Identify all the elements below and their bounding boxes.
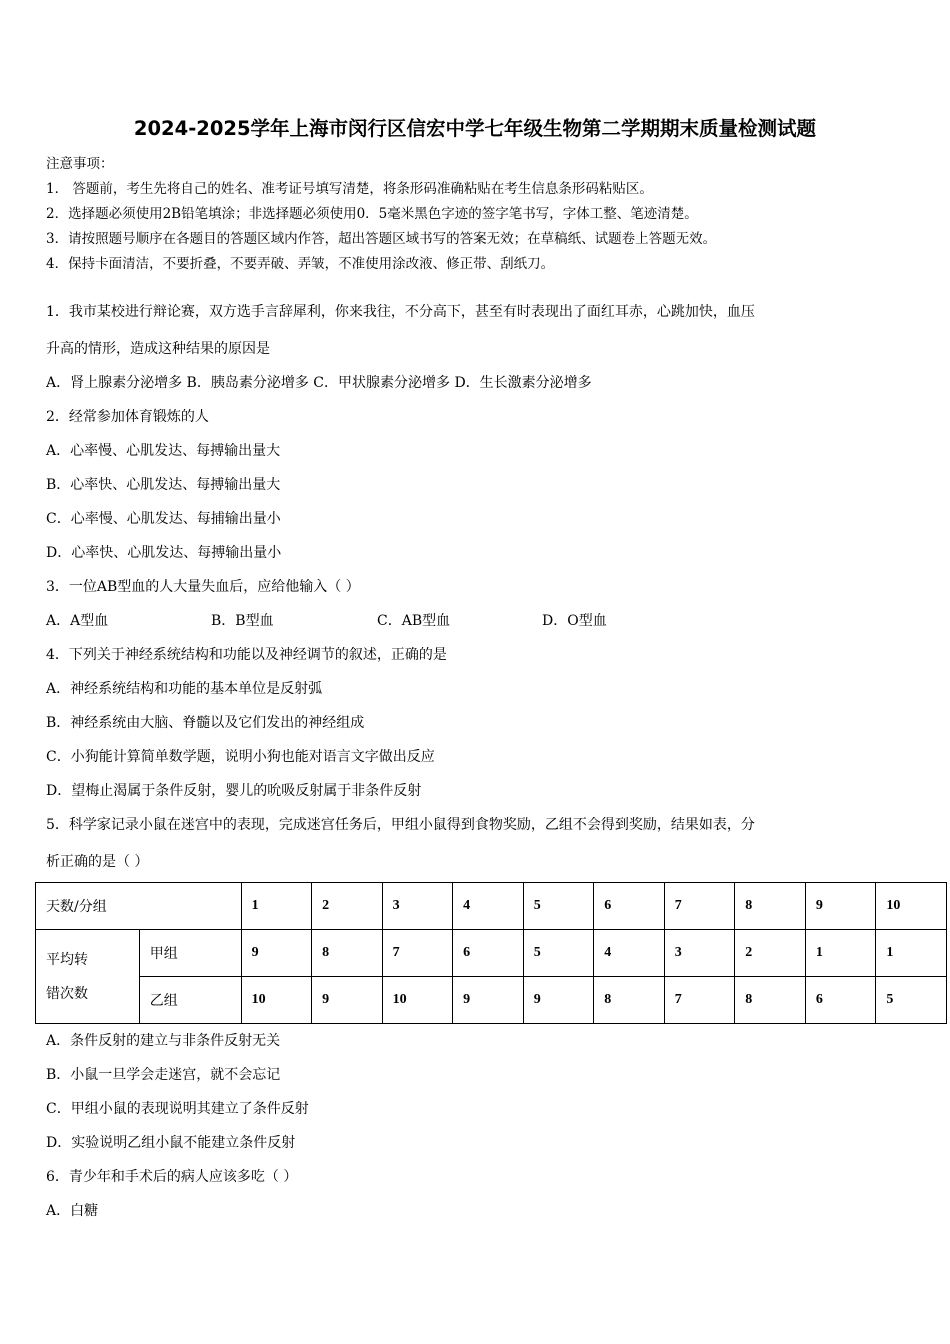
table-day-cell: 3 — [382, 883, 453, 930]
question-4-option-b: B．神经系统由大脑、脊髓以及它们发出的神经组成 — [46, 715, 365, 731]
table-cell: 8 — [735, 977, 806, 1024]
question-1-options: A．肾上腺素分泌增多 B．胰岛素分泌增多 C．甲状腺素分泌增多 D．生长激素分泌增多 — [46, 375, 592, 391]
table-cell: 2 — [735, 930, 806, 977]
table-cell: 5 — [876, 977, 947, 1024]
table-cell: 9 — [312, 977, 383, 1024]
table-group-label-line: 错次数 — [46, 985, 88, 1002]
table-cell: 6 — [805, 977, 876, 1024]
question-5-option-c: C．甲组小鼠的表现说明其建立了条件反射 — [46, 1101, 309, 1117]
table-row-name: 乙组 — [139, 977, 241, 1024]
table-day-cell: 4 — [453, 883, 524, 930]
table-row-name: 甲组 — [139, 930, 241, 977]
table-cell: 10 — [241, 977, 312, 1024]
table-header-label: 天数/分组 — [36, 883, 242, 930]
table-cell: 8 — [594, 977, 665, 1024]
table-cell: 9 — [453, 977, 524, 1024]
question-3-option-b: B．B型血 — [211, 613, 274, 629]
table-cell: 9 — [241, 930, 312, 977]
question-5-option-a: A．条件反射的建立与非条件反射无关 — [46, 1033, 281, 1049]
table-day-cell: 7 — [664, 883, 735, 930]
question-5-stem-cont: 析正确的是（ ） — [46, 854, 149, 870]
question-2-option-a: A．心率慢、心肌发达、每搏输出量大 — [46, 443, 281, 459]
table-day-cell: 9 — [805, 883, 876, 930]
exam-title: 2024-2025学年上海市闵行区信宏中学七年级生物第二学期期末质量检测试题 — [133, 117, 817, 140]
question-3-option-a: A．A型血 — [46, 613, 109, 629]
question-5-stem: 5．科学家记录小鼠在迷宫中的表现，完成迷宫任务后，甲组小鼠得到食物奖励，乙组不会得到奖励，结果如表，分 — [46, 817, 755, 833]
table-cell: 1 — [805, 930, 876, 977]
question-6-option-a: A．白糖 — [46, 1203, 99, 1219]
table-day-cell: 6 — [594, 883, 665, 930]
table-cell: 8 — [312, 930, 383, 977]
notice-heading: 注意事项： — [46, 156, 114, 172]
question-1-stem: 1．我市某校进行辩论赛，双方选手言辞犀利，你来我往，不分高下，甚至有时表现出了面红耳赤，心跳加快，血压 — [46, 304, 755, 320]
question-2-stem: 2．经常参加体育锻炼的人 — [46, 409, 209, 425]
question-4-option-d: D．望梅止渴属于条件反射，婴儿的吮吸反射属于非条件反射 — [46, 783, 422, 799]
notice-item: 3．请按照题号顺序在各题目的答题区域内作答，超出答题区域书写的答案无效；在草稿纸、试题卷上答题无效。 — [46, 231, 717, 247]
maze-results-table — [35, 882, 947, 1024]
table-cell: 10 — [382, 977, 453, 1024]
question-5-option-b: B．小鼠一旦学会走迷宫，就不会忘记 — [46, 1067, 281, 1083]
question-3-option-d: D．O型血 — [542, 613, 607, 629]
question-4-option-a: A．神经系统结构和功能的基本单位是反射弧 — [46, 681, 323, 697]
question-6-stem: 6．青少年和手术后的病人应该多吃（ ） — [46, 1169, 298, 1185]
table-cell: 7 — [382, 930, 453, 977]
table-cell: 9 — [523, 977, 594, 1024]
question-3-options — [0, 610, 950, 630]
table-group-label-line: 平均转 — [46, 951, 88, 968]
table-group-label — [36, 930, 140, 1024]
question-5-option-d: D．实验说明乙组小鼠不能建立条件反射 — [46, 1135, 296, 1151]
question-2-option-c: C．心率慢、心肌发达、每捕输出量小 — [46, 511, 281, 527]
notice-item: 4．保持卡面清洁，不要折叠，不要弄破、弄皱，不准使用涂改液、修正带、刮纸刀。 — [46, 256, 555, 272]
table-cell: 4 — [594, 930, 665, 977]
table-cell: 5 — [523, 930, 594, 977]
question-4-option-c: C．小狗能计算简单数学题，说明小狗也能对语言文字做出反应 — [46, 749, 435, 765]
question-3-stem: 3．一位AB型血的人大量失血后，应给他输入（ ） — [46, 579, 360, 595]
question-2-option-b: B．心率快、心肌发达、每搏输出量大 — [46, 477, 281, 493]
table-day-cell: 2 — [312, 883, 383, 930]
table-cell: 3 — [664, 930, 735, 977]
table-cell: 7 — [664, 977, 735, 1024]
question-2-option-d: D．心率快、心肌发达、每搏输出量小 — [46, 545, 282, 561]
question-3-option-c: C．AB型血 — [377, 613, 451, 629]
table-header-row — [36, 883, 947, 930]
question-4-stem: 4．下列关于神经系统结构和功能以及神经调节的叙述，正确的是 — [46, 647, 447, 663]
table-day-cell: 1 — [241, 883, 312, 930]
table-day-cell: 5 — [523, 883, 594, 930]
table-cell: 6 — [453, 930, 524, 977]
notice-item: 1． 答题前，考生先将自己的姓名、准考证号填写清楚，将条形码准确粘贴在考生信息条形码粘贴区。 — [46, 181, 653, 197]
question-1-stem-cont: 升高的情形，造成这种结果的原因是 — [46, 341, 270, 357]
notice-item: 2．选择题必须使用2B铅笔填涂；非选择题必须使用0．5毫米黑色字迹的签字笔书写，字体工整、笔迹清楚。 — [46, 206, 698, 222]
table-row — [36, 930, 947, 977]
table-cell: 1 — [876, 930, 947, 977]
table-day-cell: 8 — [735, 883, 806, 930]
table-day-cell: 10 — [876, 883, 947, 930]
table-row — [36, 977, 947, 1024]
